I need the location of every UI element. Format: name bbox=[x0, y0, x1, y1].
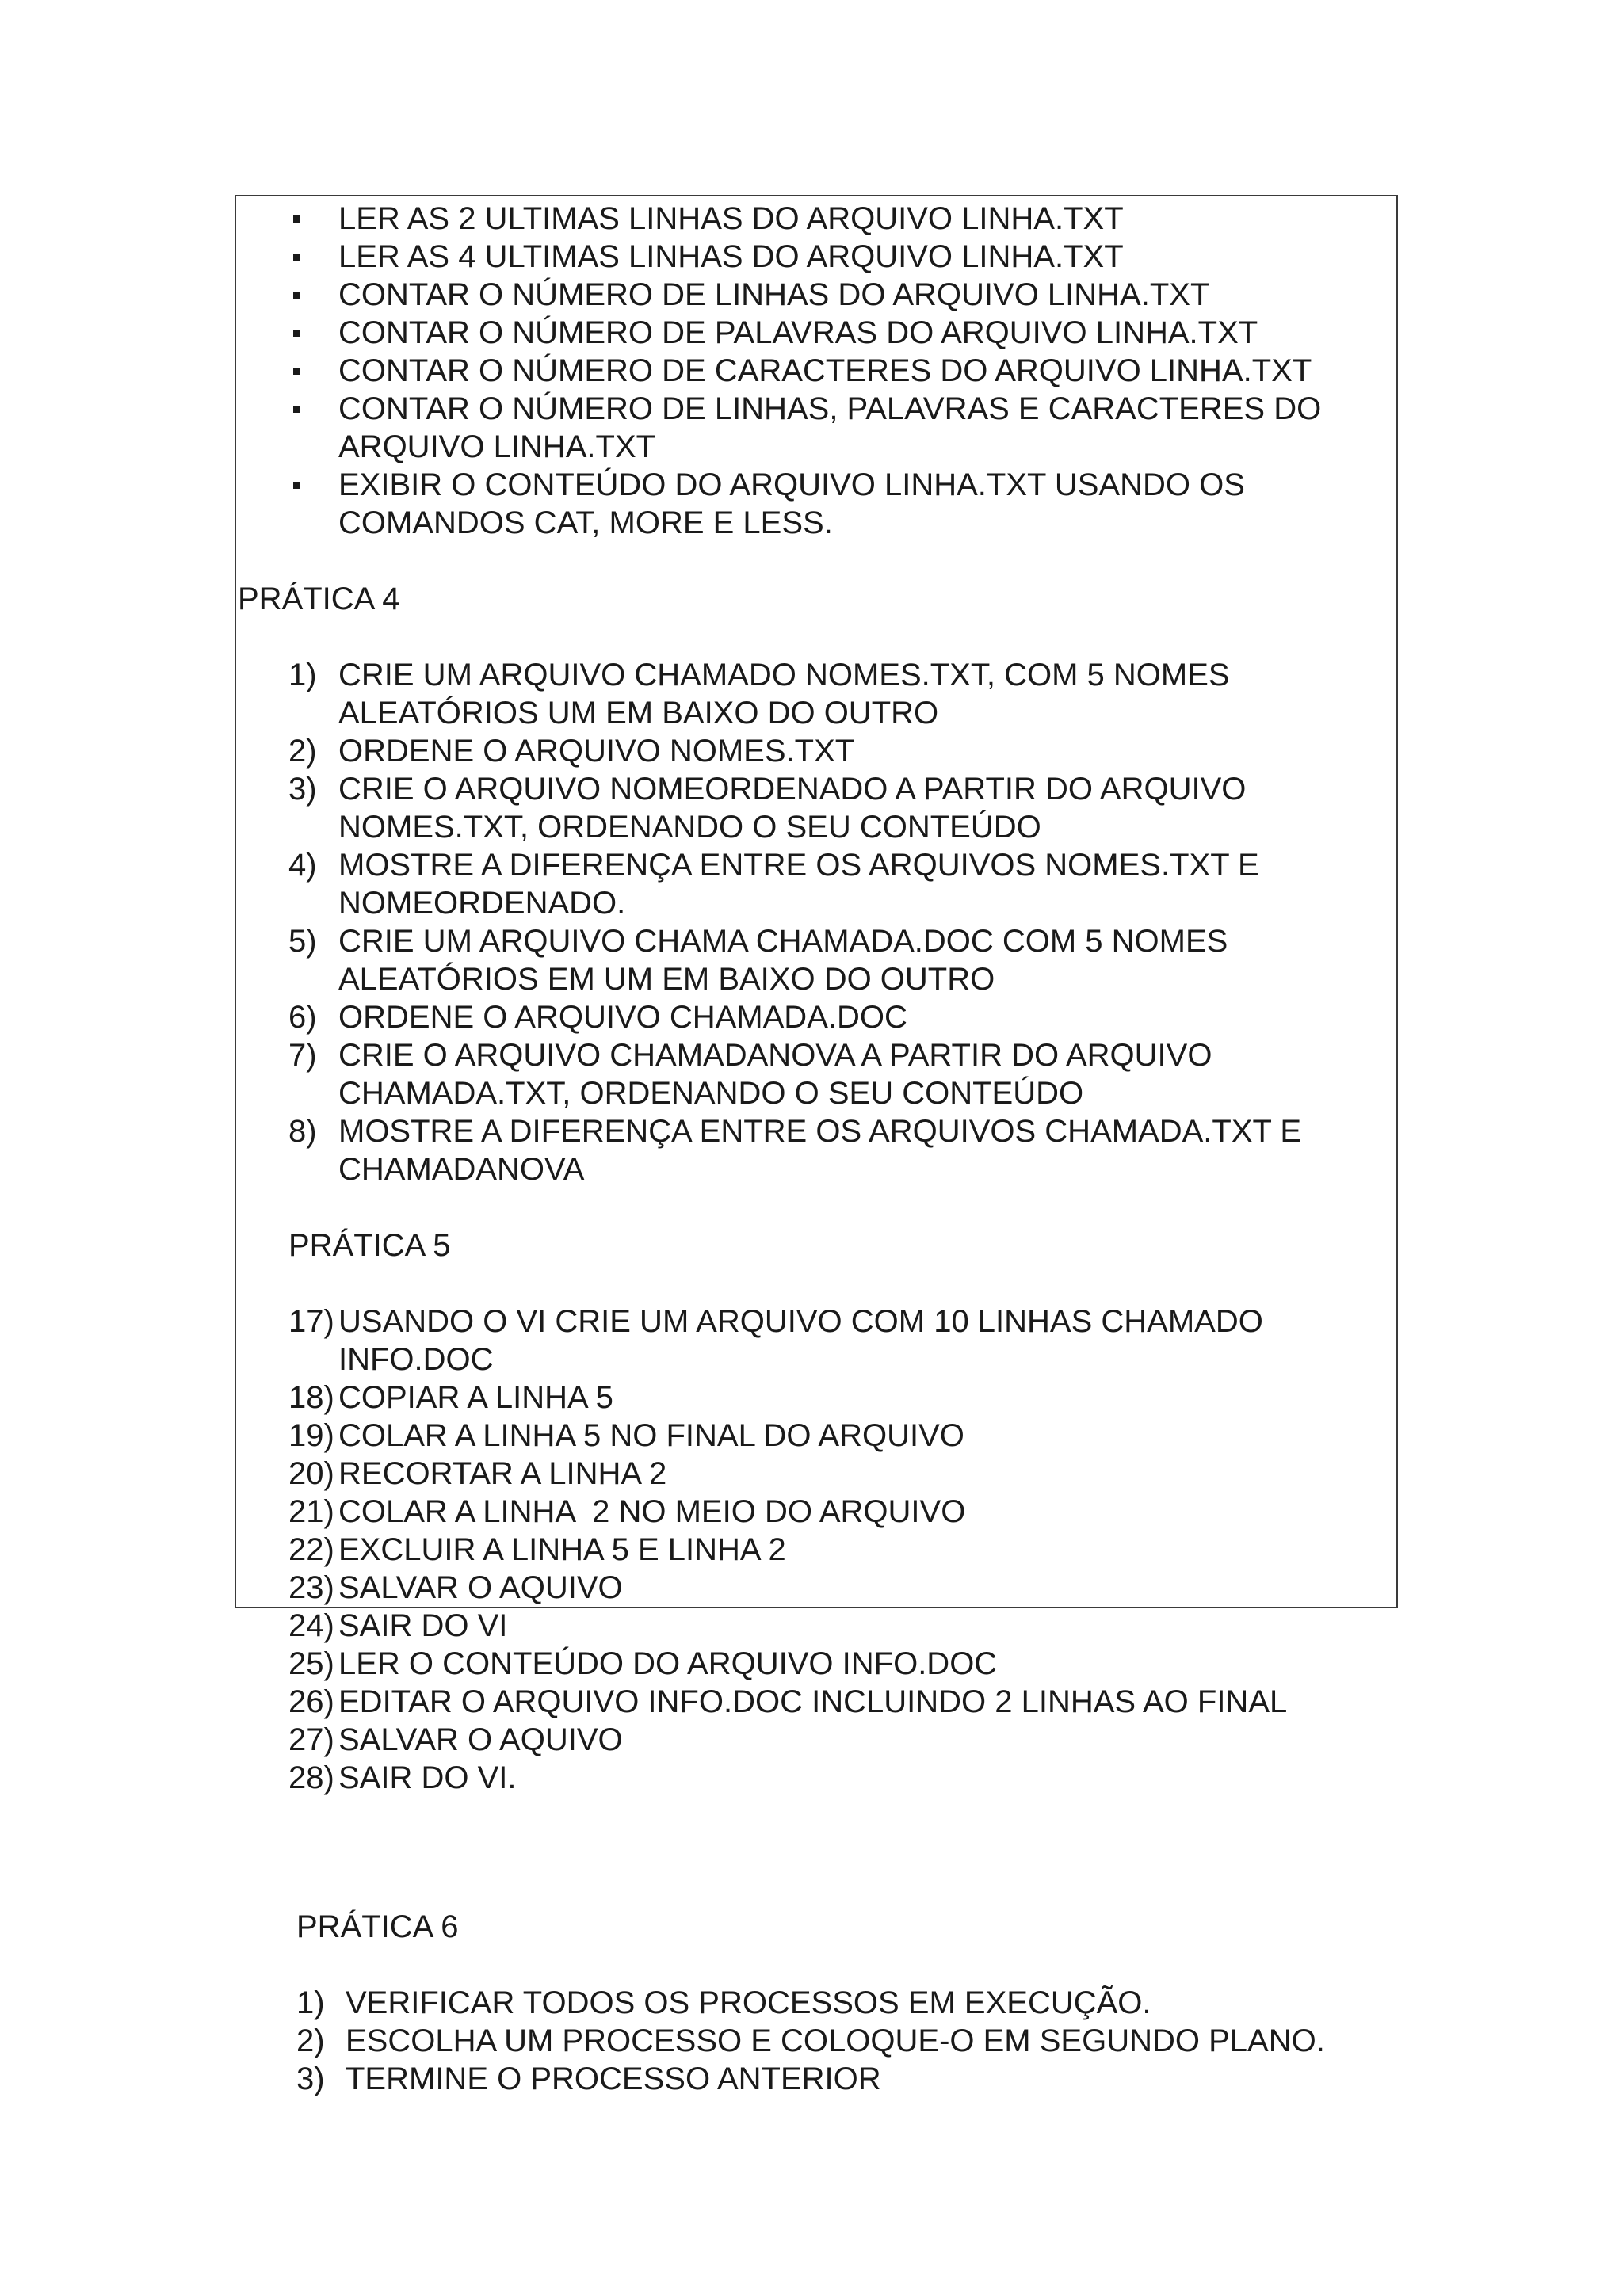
item-number: 26) bbox=[288, 1684, 334, 1719]
list-item: SALVAR O AQUIVO bbox=[338, 1722, 623, 1757]
bullet-icon bbox=[293, 292, 300, 299]
item-number: 22) bbox=[288, 1532, 334, 1567]
list-item: TERMINE O PROCESSO ANTERIOR bbox=[346, 2061, 881, 2096]
item-number: 21) bbox=[288, 1494, 334, 1529]
item-number: 1) bbox=[296, 1985, 325, 2020]
item-number: 6) bbox=[288, 1000, 317, 1035]
list-item: CRIE O ARQUIVO CHAMADANOVA A PARTIR DO ARQUIVO bbox=[338, 1038, 1212, 1073]
list-item-continuation: ALEATÓRIOS UM EM BAIXO DO OUTRO bbox=[338, 696, 939, 730]
item-number: 23) bbox=[288, 1570, 334, 1605]
bullet-icon bbox=[293, 368, 300, 375]
list-item: VERIFICAR TODOS OS PROCESSOS EM EXECUÇÃO. bbox=[346, 1985, 1151, 2020]
item-number: 24) bbox=[288, 1608, 334, 1643]
list-item: SAIR DO VI. bbox=[338, 1760, 517, 1795]
list-item: COLAR A LINHA 5 NO FINAL DO ARQUIVO bbox=[338, 1418, 964, 1453]
list-item-continuation: CHAMADA.TXT, ORDENANDO O SEU CONTEÚDO bbox=[338, 1076, 1084, 1111]
list-item-continuation: COMANDOS CAT, MORE E LESS. bbox=[338, 505, 833, 540]
list-item: ESCOLHA UM PROCESSO E COLOQUE-O EM SEGUNDO PLANO. bbox=[346, 2023, 1325, 2058]
list-item: CONTAR O NÚMERO DE LINHAS, PALAVRAS E CARACTERES DO bbox=[338, 391, 1322, 426]
list-item: SALVAR O AQUIVO bbox=[338, 1570, 623, 1605]
item-number: 7) bbox=[288, 1038, 317, 1073]
bullet-icon bbox=[293, 406, 300, 413]
item-number: 8) bbox=[288, 1114, 317, 1149]
bullet-icon bbox=[293, 482, 300, 489]
list-item: LER AS 4 ULTIMAS LINHAS DO ARQUIVO LINHA.TXT bbox=[338, 239, 1124, 274]
list-item-continuation: CHAMADANOVA bbox=[338, 1152, 585, 1187]
item-number: 17) bbox=[288, 1304, 334, 1339]
list-item: EDITAR O ARQUIVO INFO.DOC INCLUINDO 2 LINHAS AO FINAL bbox=[338, 1684, 1288, 1719]
item-number: 1) bbox=[288, 658, 317, 692]
list-item: RECORTAR A LINHA 2 bbox=[338, 1456, 667, 1491]
bullet-icon bbox=[293, 215, 300, 223]
item-number: 2) bbox=[288, 734, 317, 769]
list-item: CONTAR O NÚMERO DE CARACTERES DO ARQUIVO LINHA.TXT bbox=[338, 353, 1312, 388]
list-item-continuation: ARQUIVO LINHA.TXT bbox=[338, 429, 656, 464]
list-item: LER AS 2 ULTIMAS LINHAS DO ARQUIVO LINHA.TXT bbox=[338, 201, 1124, 236]
list-item: SAIR DO VI bbox=[338, 1608, 508, 1643]
list-item: EXIBIR O CONTEÚDO DO ARQUIVO LINHA.TXT USANDO OS bbox=[338, 467, 1245, 502]
section-title-pratica-4: PRÁTICA 4 bbox=[238, 582, 400, 616]
list-item-continuation: INFO.DOC bbox=[338, 1342, 494, 1377]
list-item: LER O CONTEÚDO DO ARQUIVO INFO.DOC bbox=[338, 1646, 998, 1681]
list-item: CRIE UM ARQUIVO CHAMA CHAMADA.DOC COM 5 NOMES bbox=[338, 924, 1228, 959]
item-number: 18) bbox=[288, 1380, 334, 1415]
item-number: 3) bbox=[288, 772, 317, 807]
list-item: CRIE O ARQUIVO NOMEORDENADO A PARTIR DO ARQUIVO bbox=[338, 772, 1247, 807]
section-title-pratica-6: PRÁTICA 6 bbox=[296, 1909, 459, 1944]
list-item: USANDO O VI CRIE UM ARQUIVO COM 10 LINHAS CHAMADO bbox=[338, 1304, 1263, 1339]
list-item-continuation: NOMEORDENADO. bbox=[338, 886, 626, 921]
list-item: ORDENE O ARQUIVO NOMES.TXT bbox=[338, 734, 855, 769]
bullet-icon bbox=[293, 330, 300, 337]
item-number: 5) bbox=[288, 924, 317, 959]
item-number: 4) bbox=[288, 848, 317, 883]
list-item: ORDENE O ARQUIVO CHAMADA.DOC bbox=[338, 1000, 907, 1035]
list-item: EXCLUIR A LINHA 5 E LINHA 2 bbox=[338, 1532, 786, 1567]
item-number: 19) bbox=[288, 1418, 334, 1453]
section-title-pratica-5: PRÁTICA 5 bbox=[288, 1228, 451, 1263]
list-item: COPIAR A LINHA 5 bbox=[338, 1380, 613, 1415]
list-item-continuation: NOMES.TXT, ORDENANDO O SEU CONTEÚDO bbox=[338, 810, 1041, 845]
bullet-icon bbox=[293, 254, 300, 261]
item-number: 28) bbox=[288, 1760, 334, 1795]
list-item: MOSTRE A DIFERENÇA ENTRE OS ARQUIVOS CHAMADA.TXT E bbox=[338, 1114, 1302, 1149]
list-item: MOSTRE A DIFERENÇA ENTRE OS ARQUIVOS NOMES.TXT E bbox=[338, 848, 1259, 883]
item-number: 25) bbox=[288, 1646, 334, 1681]
list-item: CONTAR O NÚMERO DE LINHAS DO ARQUIVO LINHA.TXT bbox=[338, 277, 1210, 312]
item-number: 27) bbox=[288, 1722, 334, 1757]
item-number: 2) bbox=[296, 2023, 325, 2058]
list-item-continuation: ALEATÓRIOS EM UM EM BAIXO DO OUTRO bbox=[338, 962, 995, 997]
item-number: 20) bbox=[288, 1456, 334, 1491]
list-item: COLAR A LINHA 2 NO MEIO DO ARQUIVO bbox=[338, 1494, 966, 1529]
list-item: CONTAR O NÚMERO DE PALAVRAS DO ARQUIVO LINHA.TXT bbox=[338, 315, 1258, 350]
item-number: 3) bbox=[296, 2061, 325, 2096]
list-item: CRIE UM ARQUIVO CHAMADO NOMES.TXT, COM 5 NOMES bbox=[338, 658, 1230, 692]
